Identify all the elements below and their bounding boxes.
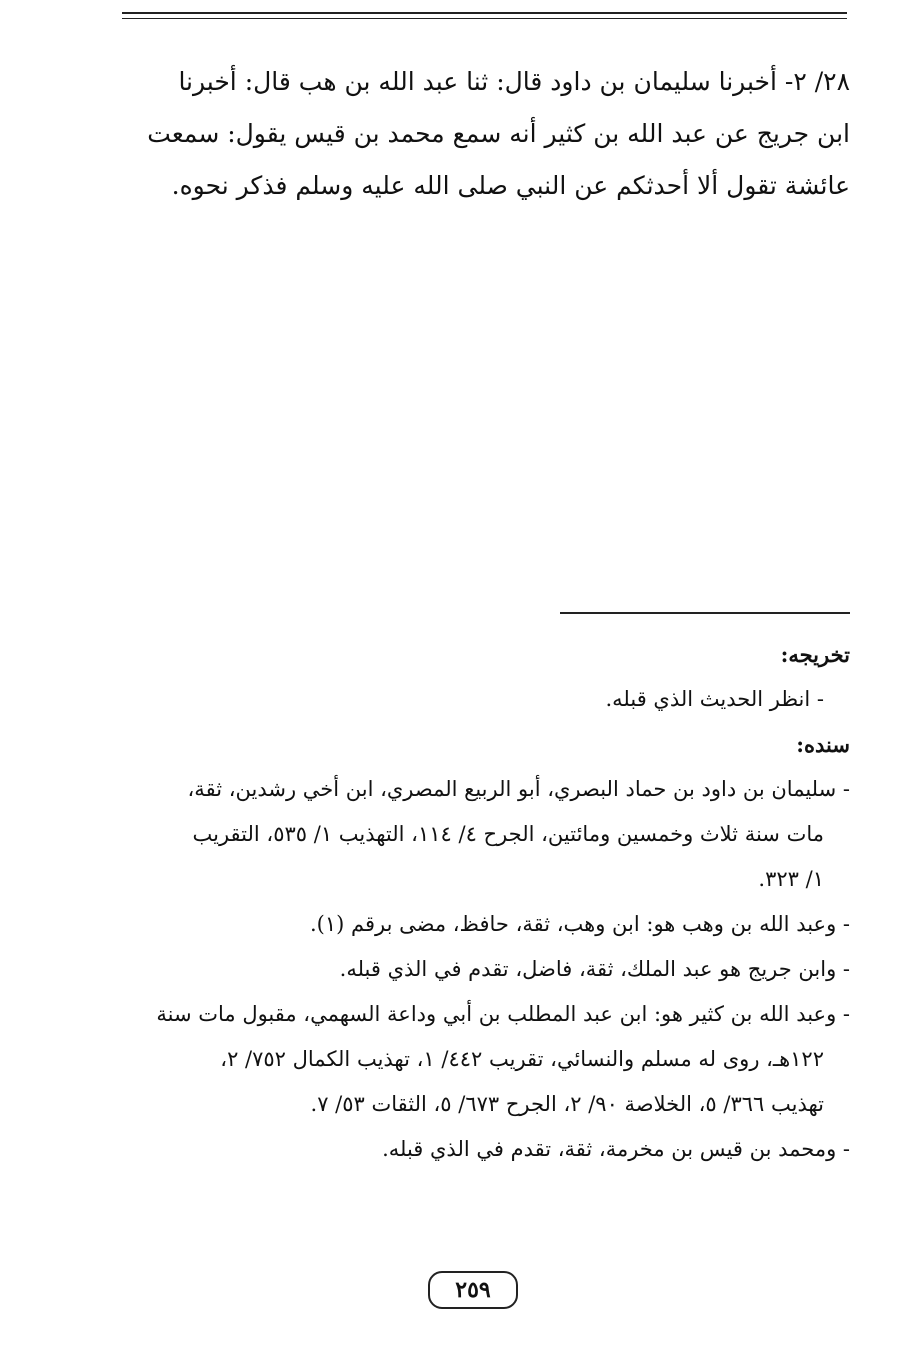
narrator-entry-cont: مات سنة ثلاث وخمسين ومائتين، الجرح ٤/ ١١٤، التهذيب ١/ ٥٣٥، التقريب [192, 822, 824, 846]
top-rule [122, 12, 847, 14]
narrator-entry: - ومحمد بن قيس بن مخرمة، ثقة، تقدم في الذي قبله. [382, 1137, 850, 1161]
takhrij-line: - انظر الحديث الذي قبله. [605, 687, 824, 711]
narrator-entry: - وابن جريج هو عبد الملك، ثقة، فاضل، تقدم في الذي قبله. [339, 957, 850, 981]
page-number: ٢٥٩ [428, 1271, 518, 1309]
narrator-entry: - سليمان بن داود بن حماد البصري، أبو الربيع المصري، ابن أخي رشدين، ثقة، [187, 777, 850, 801]
footnote-separator [560, 612, 850, 614]
narrator-entry: - وعبد الله بن كثير هو: ابن عبد المطلب بن أبي وداعة السهمي، مقبول مات سنة [156, 1002, 850, 1026]
hadith-line: ابن جريج عن عبد الله بن كثير أنه سمع محمد بن قيس يقول: سمعت [147, 119, 850, 148]
top-rule-thin [122, 18, 847, 19]
narrator-entry-cont: تهذيب ٣٦٦/ ٥، الخلاصة ٩٠/ ٢، الجرح ٦٧٣/ ٥، الثقات ٥٣/ ٧. [310, 1092, 824, 1116]
takhrij-heading: تخريجه: [780, 642, 850, 667]
hadith-line: ٢٨/ ٢- أخبرنا سليمان بن داود قال: ثنا عبد الله بن هب قال: أخبرنا [178, 67, 850, 96]
narrator-entry: - وعبد الله بن وهب هو: ابن وهب، ثقة، حافظ، مضى برقم (١). [309, 912, 850, 936]
narrator-entry-cont: ١٢٢هـ، روى له مسلم والنسائي، تقريب ٤٤٢/ ١، تهذيب الكمال ٧٥٢/ ٢، [220, 1047, 824, 1071]
hadith-text [120, 56, 850, 212]
hadith-line: عائشة تقول ألا أحدثكم عن النبي صلى الله عليه وسلم فذكر نحوه. [171, 171, 850, 200]
sanad-heading: سنده: [796, 732, 850, 757]
footnotes [120, 632, 850, 1172]
narrator-entry-cont: ١/ ٣٢٣. [758, 867, 824, 891]
